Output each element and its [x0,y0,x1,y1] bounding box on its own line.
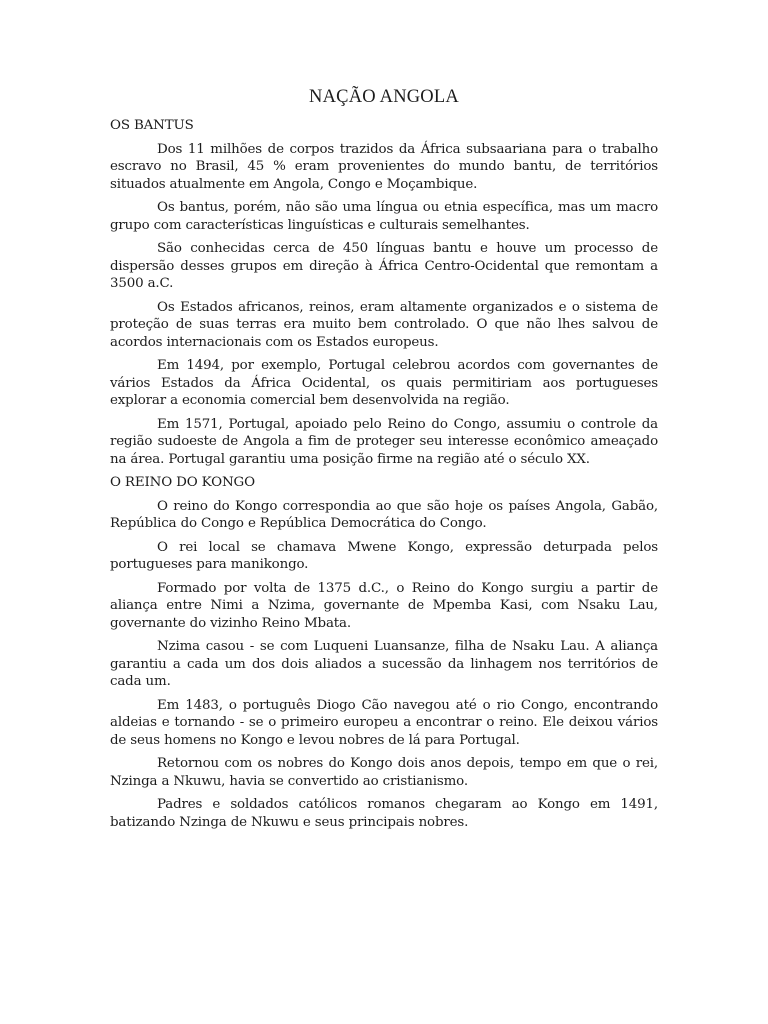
paragraph: Formado por volta de 1375 d.C., o Reino do Kongo surgiu a partir de aliança entre Nimi a Nzima, governante de Mpemba Kasi, com Nsaku Lau, governante do vizinho Reino Mbata. [110,580,658,631]
section-heading: O REINO DO KONGO [110,475,255,490]
paragraph: O reino do Kongo correspondia ao que são hoje os países Angola, Gabão, República do Congo e República Democrática do Congo. [110,498,658,531]
paragraph: Em 1571, Portugal, apoiado pelo Reino do Congo, assumiu o controle da região sudoeste de Angola a fim de proteger seu interesse econômico ameaçado na área. Portugal garantiu uma posição firme na região até o século XX. [110,416,658,467]
section-o-reino-do-kongo [110,474,658,831]
paragraph: Padres e soldados católicos romanos chegaram ao Kongo em 1491, batizando Nzinga de Nkuwu e seus principais nobres. [110,797,658,830]
paragraph: Em 1483, o português Diogo Cão navegou até o rio Congo, encontrando aldeias e tornando - se o primeiro europeu a encontrar o reino. Ele deixou vários de seus homens no Kongo e levou nobres de lá para Portugal. [110,697,658,748]
paragraph: Em 1494, por exemplo, Portugal celebrou acordos com governantes de vários Estados da África Ocidental, os quais permitiriam aos portugueses explorar a economia comercial bem desenvolvida na região. [110,358,658,408]
paragraph: Retornou com os nobres do Kongo dois anos depois, tempo em que o rei, Nzinga a Nkuwu, havia se convertido ao cristianismo. [110,756,658,789]
paragraph: Os bantus, porém, não são uma língua ou etnia específica, mas um macro grupo com características linguísticas e culturais semelhantes. [110,200,658,233]
section-os-bantus [110,117,658,468]
document-page [110,80,658,837]
paragraph: O rei local se chamava Mwene Kongo, expressão deturpada pelos portugueses para manikongo. [110,539,658,572]
paragraph: Os Estados africanos, reinos, eram altamente organizados e o sistema de proteção de suas terras era muito bem controlado. O que não lhes salvou de acordos internacionais com os Estados europeus. [110,299,658,350]
document-title: NAÇÃO ANGOLA [309,87,459,107]
paragraph: Nzima casou - se com Luqueni Luansanze, filha de Nsaku Lau. A aliança garantiu a cada um dos dois aliados a sucessão da linhagem nos territórios de cada um. [110,639,658,689]
paragraph: São conhecidas cerca de 450 línguas bantu e houve um processo de dispersão desses grupos em direção à África Centro-Ocidental que remontam a 3500 a.C. [110,241,658,291]
paragraph: Dos 11 milhões de corpos trazidos da África subsaariana para o trabalho escravo no Brasil, 45 % eram provenientes do mundo bantu, de territórios situados atualmente em Angola, Congo e Moçambique. [110,141,658,192]
section-heading: OS BANTUS [110,118,194,133]
